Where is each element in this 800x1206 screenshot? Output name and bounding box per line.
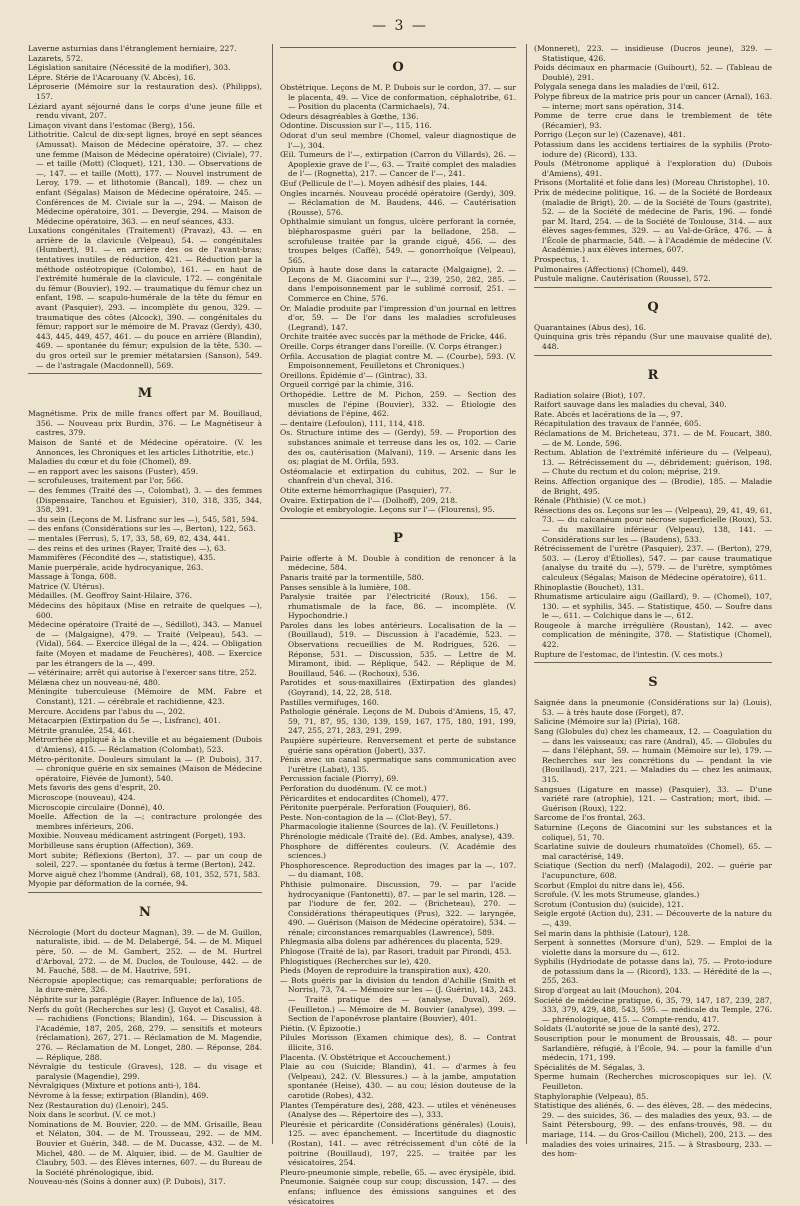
index-entry: Reins. Affection organique des — (Brodie), 185. — Maladie de Bright, 495. [534, 476, 772, 496]
index-entry: Névrome à la fesse; extirpation (Blandin), 469. [28, 1090, 209, 1100]
index-entry: Pairie offerte à M. Double à condition de renoncer à la médecine, 584. [280, 553, 516, 573]
index-entry: Salicine (Mémoire sur la) (Piria), 168. [534, 717, 680, 727]
index-entry: Staphyloraphie (Velpeau), 85. [534, 1091, 649, 1101]
index-entry: Paroles dans les lobes antérieurs. Localisation de la — (Bouillaud), 519. — Discussion à l'académie, 523. — Observations recueillies de M. Rodrigues, 526. — Réponse, 531. — Discussion, 535. — Lettre de M. Miramont, ibid. — Réplique, 542. — Réplique de M. Bouillaud, 546. — (Rochoux), 536. [280, 620, 516, 678]
index-entry: Orfila. Accusation de plagiat contre M. — (Courbe), 593. (V. Empoisonnement, Feuilletons et Chroniques.) [280, 351, 516, 371]
index-entry: Maison de Santé et de Médecine opératoire. (V. les Annonces, les Chroniques et les articles Lithotritie, etc.) [28, 437, 262, 457]
index-entry: Pharmacologie italienne (Sources de la). (V. Feuilletons.) [280, 822, 499, 832]
index-page [28, 44, 772, 1206]
index-entry: Pastilles vermifuges, 160. [280, 697, 380, 707]
index-entry: Phthisie pulmonaire. Discussion, 79. — par l'acide hydrocyanique (Fantonetti), 87. — par le sel marin, 128. — par l'iodure de fer, 202. — (Bricheteau), 270. — Considérations thérapeutiques (Prus), 322. — laryngée, 490. — Guérison (Maison de Médecine opératoire), 534. — rénale; circonstances remarquables (Lawrence), 589. [280, 879, 516, 937]
index-entry: Spécialités de M. Ségalas, 3. [534, 1062, 645, 1072]
index-entry: Manie puerpérale, acide hydrocyanique, 263. [28, 562, 204, 572]
index-entry: Léproserie (Mémoire sur la restauration des). (Philipps), 157. [28, 82, 262, 101]
index-entry: — du sein (Leçons de M. Lisfranc sur les —), 545, 581, 594. [28, 514, 259, 524]
index-entry: Moelle. Affection de la —; contracture prolongée des membres inférieurs, 206. [28, 812, 262, 831]
index-entry: Myopie par déformation de la cornée, 94. [28, 879, 189, 889]
index-column-1 [28, 44, 262, 1187]
index-entry: Moxibie. Nouveau médicament astringent (Forget), 193. [28, 831, 246, 841]
index-entry: Néphrite sur la paraplégie (Rayer. Influence de la), 105. [28, 995, 245, 1005]
index-entry: Seigle ergoté (Action du), 231. — Découverte de la nature du —, 439. [534, 909, 772, 928]
index-entry: — des reins et des urines (Rayer, Traité des —), 63. [28, 543, 227, 553]
index-entry: Péritonite puerpérale. Perforation (Fouquier), 86. [280, 803, 471, 813]
section-letter: O [392, 60, 404, 75]
index-entry: Scarlatine suivie de douleurs rhumatoïdes (Chomel), 65. — mal caractérisé, 149. [534, 842, 772, 861]
index-entry: Morbilleuse sans éruption (Affection), 369. [28, 840, 194, 850]
index-entry: Panses sensible à la lumière, 108. [280, 582, 411, 592]
index-entry: Massage à Tonga, 608. [28, 572, 117, 582]
index-entry: — en rapport avec les saisons (Fuster), 459. [28, 466, 198, 476]
index-entry: Névralgie du testicule (Graves), 128. — du visage et paralysie (Magendie), 299. [28, 1062, 262, 1081]
section-rule [534, 287, 772, 288]
index-entry: Rectum. Ablation de l'extrémité inférieure du — (Velpeau), 13. — Rétrécissement du —, débridement; guérison, 198. — Chute du rectum et du colon; méprise, 219. [534, 448, 772, 477]
section-rule [534, 662, 772, 663]
index-entry: Orchite traitée avec succès par la méthode de Fricke, 446. [280, 332, 507, 342]
index-entry: Laverne asturnias dans l'étranglement herniaire, 227. [28, 44, 237, 53]
index-entry: Phosphorescence. Reproduction des images par la —, 107. — du diamant, 108. [280, 860, 516, 880]
index-entry: Microscope (nouveau), 424. [28, 792, 136, 802]
index-entry: Polype fibreux de la matrice pris pour un cancer (Arnal), 163. — interne; mort sans opération, 314. [534, 91, 772, 111]
index-entry: Lithotritie. Calcul de dix-sept lignes, broyé en sept séances (Amussat). Maison de Médecine opératoire, 37. — chez une femme (Maison de Médecine opératoire) (Civiale), 77. — et taille (Mott) (Cloquet), 121, 130. — Observations de —, 147. — et taille (Mott), 177. — Nouvel instrument de Leroy, 179. — et lithotomie (Bancal), 189. — chez un enfant (Ségalas) Maison de Médecine opératoire, 245. — Conférences de M. Civiale sur la —, 294. — Maison de Médecine opératoire, 301. — Devergie, 294. — Maison de Médecine opératoire, 363. — en neuf séances, 433. [28, 130, 262, 226]
index-entry: Rougeole à marche irrégulière (Roustan), 142. — avec complication de méningite, 378. — Statistique (Chomel), 422. [534, 620, 772, 650]
index-entry: Pouls (Métronome appliqué à l'exploration du) (Dubois d'Amiens), 491. [534, 159, 772, 178]
index-entry: — des femmes (Traité des —, Colombat), 3. — des femmes (Dispensaire, Tanchou et Eguisier), 310, 318, 335, 344, 358, 391. [28, 485, 262, 515]
index-entry: Lazarets, 572. [28, 53, 83, 63]
index-entry: Nominations de M. Bouvier, 220. — de MM. Grisaille, Beau et Nélaton, 304. — de M. Trousseau, 292. — de MM. Bouvier et Guérin, 348. — de M. Ducasse, 432. — de M. Michel, 480. — de M. Alquier, ibid. — de M. Gaultier de Claubry, 503. — des Élèves internes, 607. — du Bureau de la Société phrénologique, ibid. [28, 1119, 262, 1177]
section-letter: Q [647, 299, 659, 315]
index-entry: Œuf (Pellicule de l'—). Moyen adhésif des plaies, 144. [280, 178, 488, 188]
index-entry: Obstétrique. Leçons de M. P. Dubois sur le cordon, 37. — sur le placenta, 49. — Vice de conformation, céphalotribe, 61. — Position du placenta (Carmichaels), 74. [280, 83, 516, 112]
index-entry: Poids décimaux en pharmacie (Guibourt), 52. — (Tableau de Doublé), 291. [534, 63, 772, 82]
index-entry: Porrigo (Leçon sur le) (Cazenave), 481. [534, 130, 686, 140]
index-entry: Lépre. Stérie de l'Acarouany (V. Abcès), 16. [28, 72, 196, 82]
index-entry: Sperme humain (Recherches microscopiques sur le). (V. Feuilleton. [534, 1072, 772, 1091]
index-entry: Pulmonaires (Affections) (Chomel), 449. [534, 264, 689, 274]
index-entry: Nécropsie apoplectique; cas remarquable; perforations de la dure-mère, 326. [28, 975, 262, 995]
index-entry: Scrofule. (V. les mots Strumeuse, glandes.) [534, 890, 700, 900]
index-entry: Métrorrhée appliqué à la cheville et au bégaiement (Dubois d'Amiens), 415. — Réclamation (Colombat), 523. [28, 735, 262, 754]
index-entry: Odeurs désagréables à Gœthe, 136. [280, 111, 419, 121]
index-entry: Rhumatisme articulaire aigu (Gaillard), 9. — (Chomel), 107, 130. — et syphilis, 345. — Statistique, 450. — Soufre dans le —, 611. — Colchique dans le —, 612. [534, 592, 772, 621]
index-entry: Limaçon vivant dans l'estomac (Berg), 156. [28, 120, 195, 130]
index-entry: Microscopie circulaire (Donné), 40. [28, 802, 165, 812]
index-entry: Pustule maligne. Cautérisation (Rousse), 572. [534, 274, 711, 284]
index-entry: Rupture de l'estomac, de l'intestin. (V. ces mots.) [534, 649, 723, 659]
section-letter: P [393, 530, 403, 546]
index-entry: Pénis avec un canal spermatique sans communication avec l'urètre (Labat), 135. [280, 755, 516, 774]
index-entry: Scrotum (Contusion du) (suicide), 121. [534, 899, 684, 909]
index-entry: Médailles. (M. Geoffroy Saint-Hilaire, 376. [28, 591, 193, 601]
index-entry: Réclamations de M. Bricheteau, 371. — de M. Foucart, 380. — de M. Londe, 596. [534, 429, 772, 448]
index-entry: Ongles incarnés. Nouveau procédé opératoire (Gerdy), 309. — Réclamation de M. Baudens, 446. — Cautérisation (Rousse), 576. [280, 188, 516, 217]
index-entry: Phrénologie médicale (Traité de). (Ed. Ambes, analyse), 439. [280, 831, 515, 841]
index-entry: Nouveau-nés (Soins à donner aux) (P. Dubois), 317. [28, 1177, 226, 1187]
section-letter: N [139, 904, 151, 920]
index-entry: Prospectus, 1. [534, 255, 589, 265]
index-entry: Mammifères (Fécondité des —, statistique), 435. [28, 553, 216, 563]
index-entry: Sangsues (Ligature en masse) (Pasquier), 33. — D'une variété rare (atrophie), 121. — Castration; mort, ibid. — Guérison (Roux), 122. [534, 784, 772, 813]
index-entry: Opium à haute dose dans la cataracte (Malgaigne), 2. — Leçons de M. Giacomini sur l'—, 239, 250, 282, 285. — dans l'empoisonnement par le sublimé corrosif, 251. — Commerce en Chine, 576. [280, 265, 516, 304]
index-entry: Soldats (L'autorité se joue de la santé des), 272. [534, 1024, 720, 1034]
section-rule [534, 355, 772, 356]
index-entry: Péricardites et endocardites (Chomel), 477. [280, 793, 449, 803]
index-entry: Noix dans le scorbut. (V. ce mot.) [28, 1110, 156, 1120]
index-entry: Société de médecine pratique, 6, 35, 79, 147, 187, 239, 287, 333, 379, 429, 488, 543, 595. — médicale du Temple, 276. — phrénologique, 415. — Compte-rendu, 417. [534, 995, 772, 1024]
index-entry: Méningite tuberculeuse (Mémoire de MM. Fabre et Constant), 121. — cérébrale et rachidienne, 423. [28, 687, 262, 706]
section-rule [28, 373, 262, 374]
index-entry: Serpent à sonnettes (Morsure d'un), 529. — Emploi de la violette dans la morsure du —, 612. [534, 938, 772, 957]
index-entry: — dentaire (Lefoulon), 111, 114, 418. [280, 418, 425, 428]
index-entry: Sciatique (Section du nerf) (Malagodi), 202. — guérie par l'acupuncture, 608. [534, 861, 772, 880]
index-entry: Luxations congénitales (Traitement) (Pravaz), 43. — en arrière de la clavicule (Velpeau), 54. — congénitales (Humbert), 91. — en arrière des os de l'avant-bras; tentatives inutiles de réduction, 421. — Réduction par la méthode ostéotropique (Colombo), 161. — en haut de l'extrémité humérale de la clavicule, 172. — congénitale du fémur (Bouvier), 192. — traumatique du fémur chez un enfant, 198. — scapulo-humérale de la tête du fémur en avant (Pasquier), 293. — incomplète du genou, 329. — traumatique des côtes (Alcock), 390. — congénitales du fémur; rapport sur le mémoire de M. Pravaz (Gerdy), 430, 443, 445, 449, 457, 461. — du pouce en arrière (Blandin), 469. — spontanée du fémur; expulsion de la tête, 530. — du gros orteil sur le premier métatarsien (Sanson), 549. — de l'astragale (Macdonnell), 569. [28, 226, 262, 370]
index-entry: Sang (Globules du) chez les chameaux, 12. — Coagulation du — dans les vaisseaux; cas rare (Andral), 45. — Globules du — dans l'éléphant, 59. — humain (Mémoire sur le), 179. — Recherches sur les concrétions du — pendant la vie (Bouillaud), 217, 221. — Maladies du — chez les animaux, 315. [534, 727, 772, 784]
index-entry: Perforation du duodénum. (V. ce mot.) [280, 783, 427, 793]
index-entry: Piétin. (V. Épizootie.) [280, 1023, 361, 1033]
index-entry: Orgueil corrigé par la chimie, 316. [280, 380, 414, 390]
index-entry: Récapitulation des travaux de l'année, 605. [534, 419, 702, 429]
index-entry: Métro-péritonite. Douleurs simulant la — (P. Dubois), 317. — chronique guérie en six semaines (Maison de Médecine opératoire, Fiévée de Jumont), 540. [28, 754, 262, 783]
index-entry: Morve aiguë chez l'homme (Andral), 68, 101, 352, 571, 583. [28, 869, 261, 879]
index-entry: Ostéomalacie et extirpation du cubitus, 202. — Sur le chanfrein d'un cheval, 316. [280, 466, 516, 486]
index-entry: Pathologie générale. Leçons de M. Dubois d'Amiens, 15, 47, 59, 71, 87, 95, 130, 139, 159, 167, 175, 180, 191, 199, 247, 255, 271, 283, 291, 299. [280, 707, 516, 736]
index-entry: Mort subite; Réflexions (Berton), 37. — par un coup de soleil, 227. — spontanée du fœtus à terme (Berton), 242. [28, 850, 262, 870]
index-entry: Nécrologie (Mort du docteur Magnan), 39. — de M. Guillon, naturaliste, ibid. — de M. Delabergé, 54. — de M. Miquel père, 50. — de M. Gambert, 252. — de M. Hurtrel d'Arboval, 272. — de M. Duclos, de Toulouse, 442. — de M. Fauché, 588. — de M. Hautrive, 591. [28, 927, 262, 976]
index-entry: Polygala senega dans les maladies de l'œil, 612. [534, 82, 720, 92]
index-entry: Mets favoris des gens d'esprit, 20. [28, 783, 161, 793]
index-entry: Quinquina gris très répandu (Sur une mauvaise qualité de), 448. [534, 332, 772, 352]
index-entry: Ovaire. Extirpation de l'— (Dolhoff), 209, 218. [280, 495, 458, 505]
index-entry: — des enfans (Considérations sur les —, Berton), 122, 563. [28, 524, 256, 534]
column-divider [526, 44, 527, 1144]
index-entry: Sarcome de l'os frontal, 263. [534, 813, 646, 823]
index-entry: Sel marin dans la phthisie (Latour), 128. [534, 928, 691, 938]
index-entry: Pieds (Moyen de reproduire la transpiration aux), 420. [280, 966, 491, 976]
index-entry: Œil. Tumeurs de l'—, extirpation (Carron du Villards), 26. — Apoplexie grave de l'—, 63. — Traité complet des maladies de l'— (Rognetta), 217. — Cancer de l'—, 241. [280, 150, 516, 179]
index-entry: Placenta. (V. Obstétrique et Accouchement.) [280, 1052, 451, 1062]
index-entry: Radiation solaire (Biot), 107. [534, 390, 646, 400]
index-entry: — mentales (Ferrus), 5, 17, 33, 58, 69, 82, 434, 441. [28, 533, 230, 543]
index-entry: Pomme de terre crue dans le tremblement de tête (Récamier), 93. [534, 111, 772, 130]
index-entry: Oreillons. Épidémie d'— (Gintrac), 33. [280, 370, 428, 380]
index-entry: Syphilis (Hydriodate de potasse dans la), 75. — Proto-iodure de potassium dans la — (Ricord), 133. — Hérédité de la —, 255, 263. [534, 957, 772, 986]
index-entry: Souscription pour le monument de Broussais, 48. — pour Sarlandière, réfugié, à l'École, 94. — pour la famille d'un médecin, 171, 199. [534, 1034, 772, 1063]
index-entry: Panaris traité par la tormentille, 580. [280, 572, 424, 582]
index-entry: Médecins des hôpitaux (Mise en retraite de quelques —), 600. [28, 601, 262, 620]
index-entry: Prix de médecine politique, 16. — de la Société de Bordeaux (maladie de Brigt), 20. — de la Société de Tours (gastrite), 52. — de la Société de médecine de Paris, 196. — fondé par M. Itard, 254. — de la Société de Toulouse, 314. — aux élèves sages-femmes, 329. — au Val-de-Grâce, 476. — à l'École de pharmacie, 548. — à l'Académie de médecine (V. Académie.) aux élèves internes, 607. [534, 187, 772, 255]
index-entry: Nerfs du goût (Recherches sur les) (J. Guyot et Casalis), 48. — rachidiens (Fonctions; Blandin), 164. — Discussion à l'Académie, 187, 205, 268, 279. — sensitifs et moteurs (réclamation), 267, 271. — Réclamation de M. Magendie, 276. — Réclamation de M. Longet, 280. — Réponse, 284. — Réplique, 288. [28, 1004, 262, 1062]
index-entry: Ophthalmie simulant un fongus, ulcère perforant la cornée, blépharospasme guéri par la belladone, 258. — scrofuleuse traitée par la grande ciguë, 456. — des troupes belges (Caffé), 549. — gonorrhoïque (Velpeau), 565. [280, 217, 516, 265]
index-entry: Phlogose (Traité de la), par Rasori, traduit par Pirondi, 453. [280, 947, 512, 957]
index-entry: Oreille. Corps étranger dans l'oreille. (V. Corps étranger.) [280, 342, 502, 352]
index-entry: Phlogistiques (Recherches sur le), 420. [280, 956, 432, 966]
index-entry: Potassium dans les accidens tertiaires de la syphilis (Proto-iodure de) (Ricord), 133. [534, 139, 772, 159]
index-column-3 [534, 44, 772, 1159]
index-entry: Mélæna chez un nouveau-né, 480. [28, 677, 161, 687]
index-entry: Métacarpien (Extirpation du 5e —, Lisfranc), 401. [28, 716, 221, 726]
index-entry: Saignée dans la pneumonie (Considérations sur la) (Louis), 53. — à très haute dose (Forget), 87. [534, 698, 772, 717]
index-entry: Peste. Non-contagion de la — (Clot-Bey), 57. [280, 812, 452, 822]
index-entry: Mercure. Accidens par l'abus du —, 202. [28, 706, 186, 716]
index-entry: Léziard ayant séjourné dans le corps d'une jeune fille et rendu vivant, 207. [28, 101, 262, 121]
index-entry: Paralysie traitée par l'électricité (Roux), 156. — rhumatismale de la face, 86. — incomplète. (V. Hypochondrie.) [280, 592, 516, 621]
index-entry: Rénale (Phthisie) (V. ce mot.) [534, 496, 646, 506]
index-entry: (Monneret), 223. — insidieuse (Ducros jeune), 329. — Statistique, 426. [534, 44, 772, 63]
index-entry: Paupière supérieure. Renversement et perte de substance guérie sans opération (Jobert), 337. [280, 736, 516, 755]
index-entry: Quarantaines (Abus des), 16. [534, 322, 647, 332]
index-entry: Magnétisme. Prix de mille francs offert par M. Bouillaud, 356. — Nouveau prix Burdin, 376. — Le Magnétiseur à castres, 379. [28, 409, 262, 438]
index-entry: Phosphore de différentes couleurs. (V. Académie des sciences.) [280, 841, 516, 861]
index-entry: Prisons (Mortalité et folie dans les) (Moreau Christophe), 10. [534, 178, 770, 188]
index-entry: Raifort sauvage dans les maladies du cheval, 340. [534, 400, 727, 410]
index-entry: Névralgiques (Mixture et potions anti-), 184. [28, 1081, 201, 1091]
index-entry: Rétrécissement de l'urètre (Pasquier), 237. — (Berton), 279, 503. — (Leroy d'Étiolles), 547. — par cause traumatique (analyse du traité du —), 579. — de l'urètre, symptômes calculeux (Ségalas; Maison de Médecine opératoire), 611. [534, 544, 772, 582]
index-entry: Résections des os. Leçons sur les — (Velpeau), 29, 41, 49, 61, 73. — du calcanéum pour nécrose superficielle (Roux), 53. — du maxillaire inférieur (Velpeau), 138, 141. — Considérations sur les — (Baudens), 533. [534, 505, 772, 544]
section-rule [28, 892, 262, 893]
index-entry: Rate. Abcès et lacérations de la —, 97. [534, 409, 683, 419]
section-letter: M [137, 386, 153, 402]
index-entry: Scorbut (Emploi du nitre dans le), 456. [534, 880, 685, 890]
index-entry: Saturnine (Leçons de Giacomini sur les substances et la colique), 51, 70. [534, 822, 772, 842]
index-entry: Rhinoplastie (Bouchet), 131. [534, 582, 644, 592]
index-entry: Matrice (V. Utérus). [28, 581, 105, 591]
column-divider [272, 44, 273, 1144]
index-entry: Otite externe hémorrhagique (Pasquier), 77. [280, 485, 452, 495]
index-entry: Médecine opératoire (Traité de —, Sédillot), 343. — Manuel de — (Malgaigne), 479. — Traité (Velpeau), 543. — (Vidal), 564. — Exercice illégal de la —, 424. — Obligation faite (Moyen et madame de Feuchères), 408. — Exercice par les étrangers de la —, 499. [28, 620, 262, 668]
section-rule [280, 518, 516, 519]
index-entry: Ovologie et embryologie. Leçons sur l'— (Flourens), 95. [280, 505, 495, 515]
index-column-2 [280, 44, 516, 1206]
index-entry: Plantes (Température des), 288, 423. — utiles et vénéneuses (Analyse des —. Répertoire des —), 333. [280, 1100, 516, 1120]
index-entry: — Bots guéris par la division du tendon d'Achille (Smith et Norris), 73, 74. — Mémoire sur les — (J. Guérin), 143, 243. — Traité pratique des — (analyse, Duval), 269. (Feuilleton.) — Mémoire de M. Bouvier (analyse), 399. — Section de l'aponévrose plantaire (Bouvier), 401. [280, 975, 516, 1024]
index-entry: Pilules Morisson (Examen chimique des), 8. — Contrat illicite, 316. [280, 1033, 516, 1052]
index-entry: — vétérinaire; arrêt qui autorise à l'exercer sans titre, 252. [28, 668, 257, 678]
index-entry: Os. Structure intime des — (Gerdy), 59. — Proportion des substances animale et terreuse dans les os, 102. — Carie des os, cautérisation (Malvani), 119. — Arsenic dans les os; plagiat de M. Orfila, 593. [280, 428, 516, 467]
index-entry: Pleurésie et péricardite (Considérations générales) (Louis), 125. — avec épanchement. — Incertitude du diagnostic (Rostan), 141. — avec rétrécissement d'un côté de la poitrine (Bouillaud), 197, 225. — traitée par les vésicatoires, 254. [280, 1119, 516, 1168]
index-entry: Phlegmasia alba dolens par adhérences du placenta, 529. [280, 937, 503, 947]
index-entry: Sirop d'orgeat au lait (Mouchon), 204. [534, 986, 682, 996]
index-entry: Or. Maladie produite par l'impression d'un journal en lettres d'or, 59. — De l'or dans les maladies scrofuleuses (Legrand), 147. [280, 303, 516, 332]
index-entry: Législation sanitaire (Nécessité de la modifier), 303. [28, 63, 231, 73]
index-entry: Odorat d'un seul membre (Chomel, valeur diagnostique de l'—), 304. [280, 130, 516, 150]
index-entry: Plaie au cou (Suicide; Blandin), 41. — d'armes à feu (Velpeau), 242. (V. Blessures.) — à la jambe, amputation spontanée (Heise), 430. — au cou; lésion douteuse de la carotide (Robes), 432. [280, 1062, 516, 1100]
index-entry: Orthopédie. Lettre de M. Pichon, 259. — Section des muscles de l'épine (Bouvier), 332. — Étiologie des déviations de l'épine, 462. [280, 390, 516, 419]
section-letter: S [648, 675, 658, 691]
index-entry: Maladies du cœur et du foie (Chomel), 89. [28, 457, 192, 467]
index-entry: — scrofuleuses, traitement par l'or, 566. [28, 476, 184, 486]
page-number: — 3 — [372, 18, 428, 34]
index-entry: Statistique des aliénés, 6. — des élèves, 28. — des médecins, 29. — des suicides, 36. — des maladies des yeux, 93. — de Saint Pétersbourg, 99. — des enfans-trouvés, 98. — du mariage, 114. — du Gros-Caillou (Michel), 200, 213. — des maladies des voies urinaires, 215. — à Strasbourg, 233. — des hom- [534, 1101, 772, 1159]
index-entry: Métrite granulée, 254, 461. [28, 725, 135, 735]
index-entry: Pleuro-pneumonie simple, rebelle, 65. — avec érysipèle, ibid. [280, 1167, 516, 1177]
index-entry: Percussion faciale (Piorry), 69. [280, 774, 399, 784]
section-letter: R [647, 367, 659, 383]
section-rule [280, 47, 516, 48]
index-entry: Nez (Restauration du) (Lenoir), 245. [28, 1100, 169, 1110]
index-entry: Odontine. Discussion sur l'—, 115, 116. [280, 121, 432, 131]
index-entry: Parotides et sous-maxillaires (Extirpation des glandes) (Goyrand), 14, 22, 28, 518. [280, 678, 516, 698]
index-entry: Pneumonie. Saignée coup sur coup; discussion, 147. — des enfans; influence des émissions sanguines et des vésicatoires [280, 1177, 516, 1206]
